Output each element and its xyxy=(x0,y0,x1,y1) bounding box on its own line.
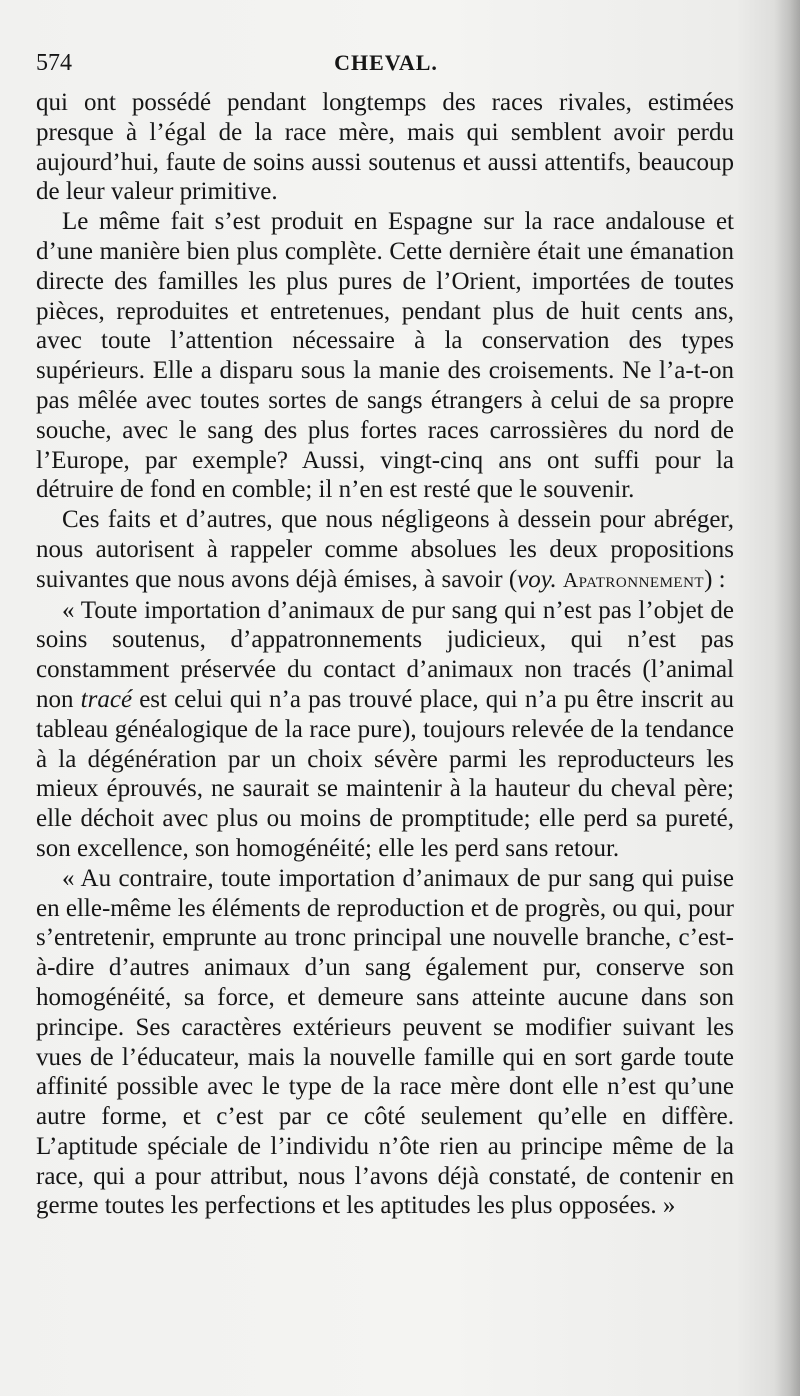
text-segment: « Au contraire, toute importation d’animaux de pur sang qui puise en elle-même les éléments de reproduction et de progrès, ou qui, pour s’entretenir, emprunte au tronc principal une nouvelle branche, c’est-à-dire d’autres animaux d’un sang également pur, conserve son homogénéité, sa force, et demeure sans atteinte aucune dans son principe. Ses caractères extérieurs peuvent se modifier suivant les vues de l’éducateur, mais la nouvelle famille qui en sort garde toute affinité possible avec le type de la race mère dont elle n’est qu’une autre forme, et c’est par ce côté seulement qu’elle en diffère. L’aptitude spéciale de l’individu n’ôte rien au principe même de la race, qui a pour attribut, nous l’avons déjà constaté, de contenir en germe toutes les perfections et les aptitudes les plus opposées. » xyxy=(36,864,734,1220)
paragraph-5 xyxy=(36,864,734,1222)
body-text xyxy=(36,88,734,1221)
text-segment: ) : xyxy=(704,565,726,593)
italic-term: tracé xyxy=(80,685,133,713)
text-segment: Ces faits et d’autres, que nous négligeons à dessein pour abréger, nous autorisent à rappeler comme absolues les deux propositions suivantes que nous avons déjà émises, à savoir ( xyxy=(36,506,734,593)
text-segment: est celui qui n’a pas trouvé place, qui n’a pu être inscrit au tableau généalogique de la race pure), toujours relevée de la tendance à la dégénération par un choix sévère parmi les reproducteurs les mieux éprouvés, ne saurait se maintenir à la hauteur du cheval père; elle déchoit avec plus ou moins de promptitude; elle perd sa pureté, son excellence, son homogénéité; elle les perd sans retour. xyxy=(36,685,734,862)
running-title: CHEVAL. xyxy=(334,50,438,75)
paragraph-3 xyxy=(36,505,734,595)
paragraph-4 xyxy=(36,596,734,864)
page-gutter-shadow xyxy=(774,0,800,1396)
text-segment: Le même fait s’est produit en Espagne sur la race andalouse et d’une manière bien plus complète. Cette dernière était une émanation directe des familles les plus pures de l’Orient, importées de toutes pièces, reproduites et entretenues, pendant plus de huit cents ans, avec toute l’attention nécessaire à la conservation des types supérieurs. Elle a disparu sous la manie des croisements. Ne l’a-t-on pas mêlée avec toutes sortes de sangs étrangers à celui de sa propre souche, avec le sang des plus fortes races carrossières du nord de l’Europe, par exemple? Aussi, vingt-cinq ans ont suffi pour la détruire de fond en comble; il n’en est resté que le souvenir. xyxy=(36,208,734,504)
text-segment: « Toute importation d’animaux de pur sang qui n’est pas l’objet de soins soutenus, d’appatronnements judicieux, qui n’est pas constamment préservée du contact d’animaux non tracés (l’animal non xyxy=(36,596,734,713)
page-header xyxy=(36,50,736,90)
paragraph-2 xyxy=(36,207,734,505)
smallcaps-reference: Apatronnement xyxy=(562,567,705,592)
italic-reference: voy. xyxy=(517,565,557,593)
paragraph-1 xyxy=(36,88,734,207)
page-number: 574 xyxy=(36,50,72,76)
text-segment: qui ont possédé pendant longtemps des races rivales, estimées presque à l’égal de la race mère, mais qui semblent avoir perdu aujourd’hui, faute de soins aussi soutenus et aussi attentifs, beaucoup de leur valeur primitive. xyxy=(36,89,734,206)
